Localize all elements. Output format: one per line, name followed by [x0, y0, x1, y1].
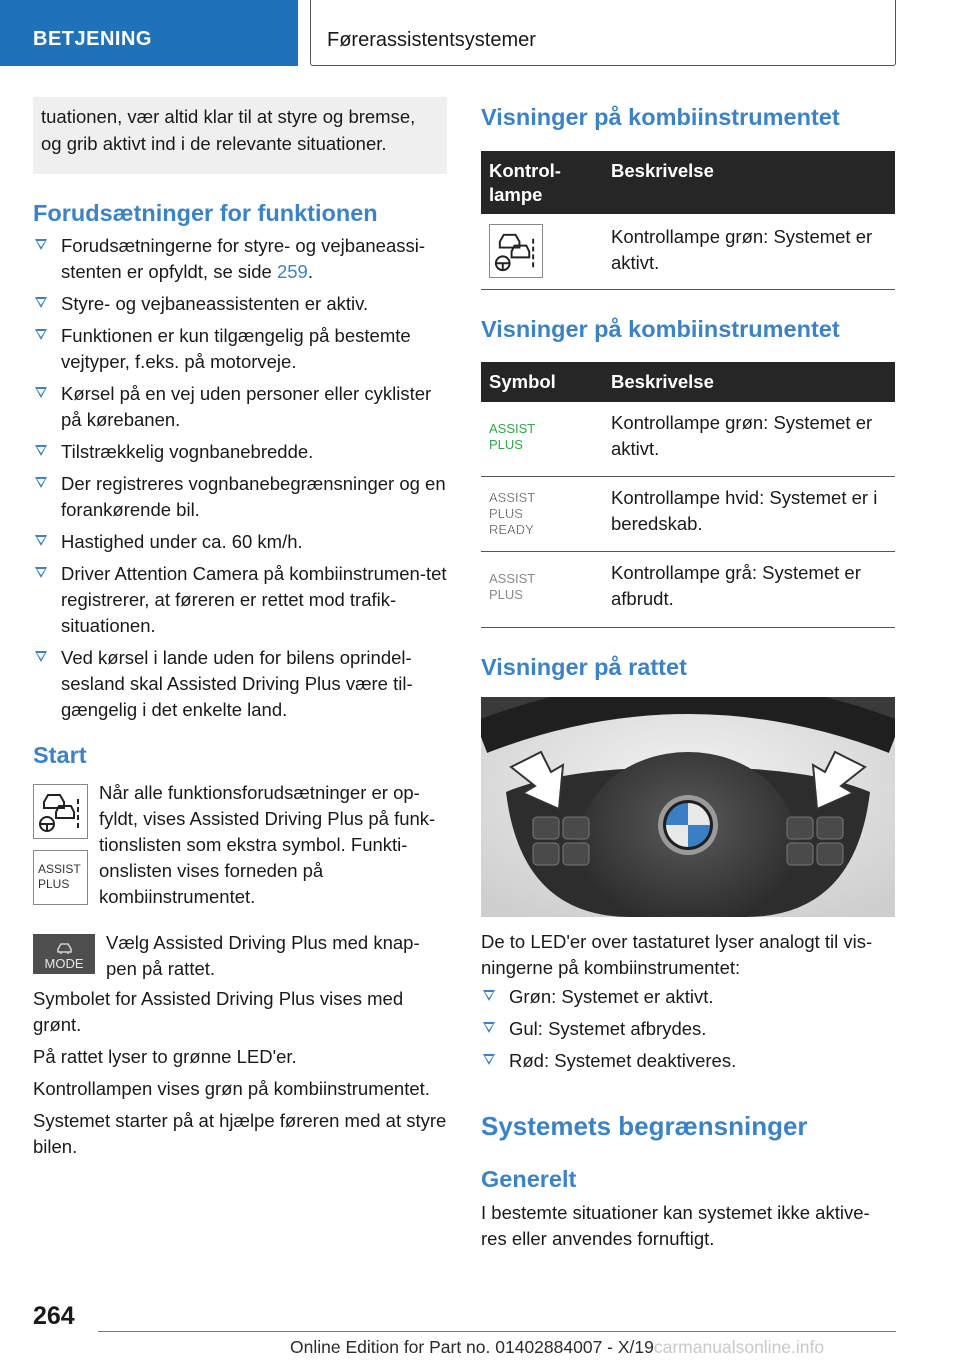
table2-col2: Beskrivelse	[611, 371, 714, 392]
page-link[interactable]: 259	[276, 261, 308, 282]
list-item: Rød: Systemet deaktiveres.	[481, 1048, 895, 1074]
start-para-1: Når alle funktionsforudsætninger er op-fyldt, vises Assisted Driving Plus på funk-tionslisten som ekstra symbol. Funkti-onslisten vises forneden på kombiinstrumentet.	[99, 782, 436, 907]
section-tab	[0, 0, 298, 66]
lane-assist-icon	[489, 224, 543, 278]
list-item: Ved kørsel i lande uden for bilens oprindel-sesland skal Assisted Driving Plus være til-gængelig i det enkelte land.	[33, 645, 447, 723]
section-title: BETJENING	[33, 28, 152, 50]
list-item: Styre- og vejbaneassistenten er aktiv.	[33, 291, 447, 317]
triangle-bullet-icon	[35, 535, 47, 546]
triangle-bullet-icon	[35, 329, 47, 340]
triangle-bullet-icon	[35, 477, 47, 488]
svg-text:PLUS: PLUS	[489, 587, 523, 602]
lane-assist-icon	[33, 784, 88, 839]
steering-wheel-photo	[481, 697, 895, 917]
assist-plus-green-icon	[489, 420, 559, 460]
continued-note-text: tuationen, vær altid klar til at styre og bremse, og grib aktivt ind i de relevante situationer.	[41, 106, 416, 154]
page-number: 264	[33, 1302, 75, 1330]
start-para-4: På rattet lyser to grønne LED'er.	[33, 1046, 297, 1067]
mode-label: MODE	[44, 956, 84, 971]
steering-para: De to LED'er over tastaturet lyser analogt til vis-ningerne på kombiinstrumentet:	[481, 931, 873, 978]
svg-text:ASSIST: ASSIST	[489, 490, 536, 505]
triangle-bullet-icon	[35, 651, 47, 662]
watermark: carmanualsonline.info	[653, 1337, 825, 1357]
requirements-list	[33, 233, 447, 729]
table-cell-desc: Kontrollampe grøn: Systemet er aktivt.	[611, 226, 873, 273]
triangle-bullet-icon	[483, 1054, 495, 1065]
table-cell-desc: Kontrollampe grøn: Systemet er aktivt.	[611, 412, 873, 459]
limits-heading: Systemets begrænsninger	[481, 1111, 808, 1141]
list-item: Kørsel på en vej uden personer eller cyklister på kørebanen.	[33, 381, 447, 433]
table-cell-desc: Kontrollampe hvid: Systemet er i beredskab.	[611, 487, 878, 534]
start-heading: Start	[33, 742, 87, 768]
start-para-5: Kontrollampen vises grøn på kombiinstrumentet.	[33, 1078, 430, 1099]
triangle-bullet-icon	[35, 297, 47, 308]
list-item: Hastighed under ca. 60 km/h.	[33, 529, 447, 555]
table-row	[481, 552, 895, 628]
table-cell-desc: Kontrollampe grå: Systemet er afbrudt.	[611, 562, 861, 609]
continued-note	[33, 97, 447, 174]
footer-divider	[98, 1331, 896, 1332]
table1-header	[481, 151, 895, 214]
steering-heading: Visninger på rattet	[481, 654, 687, 680]
table1	[481, 151, 895, 290]
triangle-bullet-icon	[35, 239, 47, 250]
list-item: Der registreres vognbanebegrænsninger og en forankørende bil.	[33, 471, 447, 523]
requirements-heading: Forudsætninger for funktionen	[33, 200, 378, 226]
table1-col1: Kontrol-lampe	[489, 160, 561, 205]
svg-text:PLUS: PLUS	[489, 437, 523, 452]
table1-col2: Beskrivelse	[611, 160, 714, 181]
start-para-6: Systemet starter på at hjælpe føreren med at styre bilen.	[33, 1110, 447, 1157]
limits-para: I bestemte situationer kan systemet ikke aktive-res eller anvendes fornuftigt.	[481, 1202, 870, 1249]
table2	[481, 362, 895, 628]
assist-plus-ready-icon	[489, 489, 559, 539]
list-item: Gul: Systemet afbrydes.	[481, 1016, 895, 1042]
chapter-title: Førerassistentsystemer	[327, 29, 536, 51]
plus-label: PLUS	[38, 877, 70, 891]
assist-plus-grey-icon	[489, 570, 559, 610]
triangle-bullet-icon	[35, 445, 47, 456]
table2-col1: Symbol	[489, 371, 556, 392]
table1-heading: Visninger på kombiinstrumentet	[481, 104, 840, 130]
svg-text:READY: READY	[489, 522, 534, 537]
list-item: Forudsætningerne for styre- og vejbaneassi-stenten er opfyldt, se side 259.	[33, 233, 447, 285]
chapter-tab	[310, 0, 896, 66]
assist-plus-icon	[33, 850, 88, 905]
triangle-bullet-icon	[483, 990, 495, 1001]
start-para-2: Vælg Assisted Driving Plus med knap-pen på rattet.	[106, 932, 420, 979]
footer-edition	[290, 1337, 824, 1358]
list-item: Tilstrækkelig vognbanebredde.	[33, 439, 447, 465]
list-item: Grøn: Systemet er aktivt.	[481, 984, 895, 1010]
triangle-bullet-icon	[35, 387, 47, 398]
assist-label: ASSIST	[38, 862, 81, 876]
triangle-bullet-icon	[35, 567, 47, 578]
list-item: Funktionen er kun tilgængelig på bestemte vejtyper, f.eks. på motorveje.	[33, 323, 447, 375]
steering-list	[481, 984, 895, 1080]
mode-button-icon	[33, 934, 95, 974]
table2-header	[481, 362, 895, 402]
table-row	[481, 477, 895, 552]
triangle-bullet-icon	[483, 1022, 495, 1033]
svg-text:ASSIST: ASSIST	[489, 421, 536, 436]
table-row	[481, 402, 895, 477]
table-row	[481, 214, 895, 290]
table2-heading: Visninger på kombiinstrumentet	[481, 316, 840, 342]
limits-subheading: Generelt	[481, 1166, 577, 1192]
edition-text: Online Edition for Part no. 01402884007 - X/19	[290, 1337, 654, 1357]
list-item: Driver Attention Camera på kombiinstrumen-tet registrerer, at føreren er rettet mod trafik-situationen.	[33, 561, 447, 639]
svg-text:PLUS: PLUS	[489, 506, 523, 521]
svg-text:ASSIST: ASSIST	[489, 571, 536, 586]
start-para-3: Symbolet for Assisted Driving Plus vises med grønt.	[33, 988, 404, 1035]
